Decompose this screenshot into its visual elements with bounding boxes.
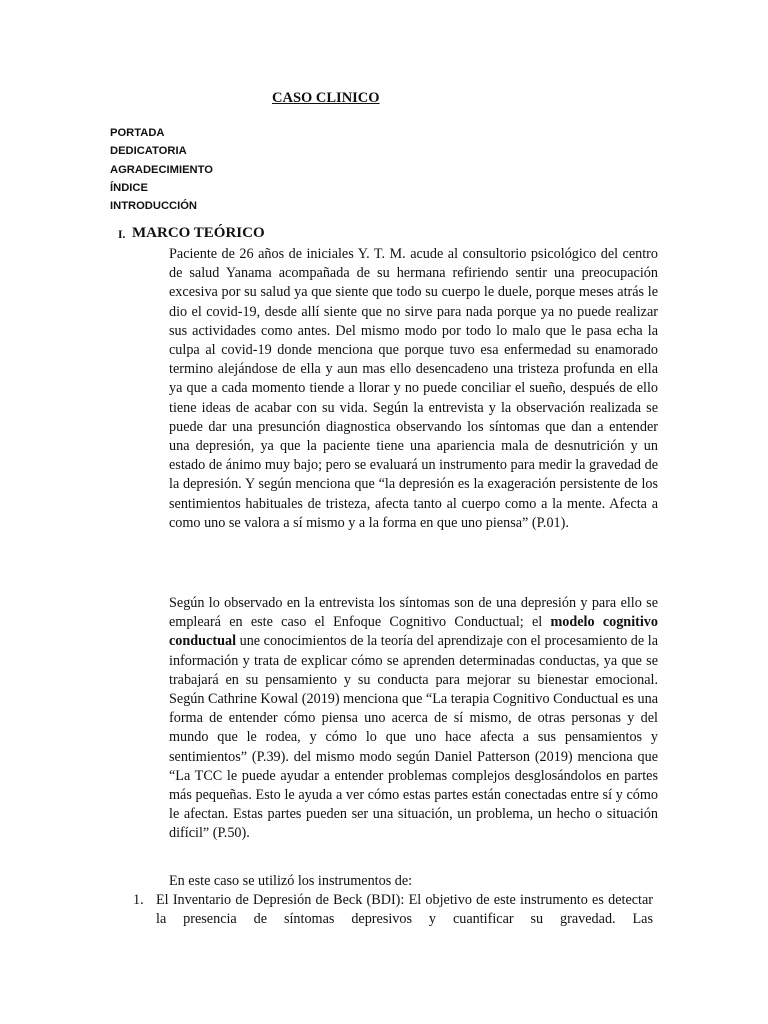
section-number: I. bbox=[118, 229, 126, 241]
list-item-number: 1. bbox=[133, 892, 144, 908]
list-item-text: El Inventario de Depresión de Beck (BDI): El objetivo de este instrumento es detectar la presencia de síntomas depresivos y cuantificar su gravedad. Las bbox=[156, 892, 653, 928]
paragraph-text: une conocimientos de la teoría del aprendizaje con el procesamiento de la información y trata de explicar cómo se aprenden determinadas conductas, ya que se trabajará en su pensamiento y su conducta para mejorar su bienestar emocional. Según Cathrine Kowal (2019) menciona que “La terapia Cognitivo Conductual es una forma de entender cómo piensa uno acerca de sí mismo, de otras personas y del mundo que le rodea, y cómo lo que uno hace afecta a sus pensamientos y sentimientos” (P.39). del mismo modo según Daniel Patterson (2019) menciona que “La TCC le puede ayudar a entender problemas complejos desglosándolos en partes más pequeñas. Esto le ayuda a ver cómo estas partes están conectadas entre sí y cómo le afectan. Estas partes pueden ser una situación, un problema, un hecho o situación difícil” (P.50). bbox=[169, 633, 658, 842]
toc-item-introduccion: INTRODUCCIÓN bbox=[110, 200, 198, 213]
paragraph-instruments-intro: En este caso se utilizó los instrumentos de: bbox=[169, 873, 413, 889]
paragraph-cognitive-model bbox=[169, 594, 658, 844]
paragraph-case-description: Paciente de 26 años de iniciales Y. T. M. acude al consultorio psicológico del centro de salud Yanama acompañada de su hermana refiriendo sentir una preocupación excesiva por su salud ya que siente que todo su cuerpo le duele, porque meses atrás le dio el covid-19, desde allí siente que no sirve para nada porque ya no puede realizar sus actividades como antes. Del mismo modo por todo lo malo que le pasa echa la culpa al covid-19 donde menciona que porque tuvo esa enfermedad su enamorado termino alejándose de ella y aun mas ello desencadeno una tristeza profunda en ella ya que a cada momento tiende a llorar y no puede conciliar el sueño, después de ello tiene ideas de acabar con su vida. Según la entrevista y la observación realizada se puede dar una presunción diagnostica observando los síntomas que dan a entender una depresión, ya que la paciente tiene una apariencia mala de desnutrición y un estado de ánimo muy bajo; pero se evaluará un instrumento para medir la gravedad de la depresión. Y según menciona que “la depresión es la exageración persistente de los sentimientos habituales de tristeza, afecta tanto al cuerpo como a la mente. Afecta a como uno se valora a sí mismo y a la forma en que uno piensa” (P.01). bbox=[169, 246, 658, 531]
toc-item-agradecimiento: AGRADECIMIENTO bbox=[110, 163, 213, 176]
section-heading: MARCO TEÓRICO bbox=[132, 225, 265, 241]
toc-item-dedicatoria: DEDICATORIA bbox=[110, 145, 187, 158]
document-title: CASO CLINICO bbox=[272, 90, 380, 106]
toc-item-indice: ÍNDICE bbox=[110, 181, 148, 194]
paragraph-text: Según lo observado en la entrevista los síntomas son de una depresión y para ello se empleará en este caso el Enfoque Cognitivo Conductual; el bbox=[169, 595, 658, 631]
toc-item-portada: PORTADA bbox=[110, 127, 165, 139]
toc-list bbox=[110, 124, 213, 215]
bold-term: modelo cognitivo conductual bbox=[169, 614, 658, 650]
